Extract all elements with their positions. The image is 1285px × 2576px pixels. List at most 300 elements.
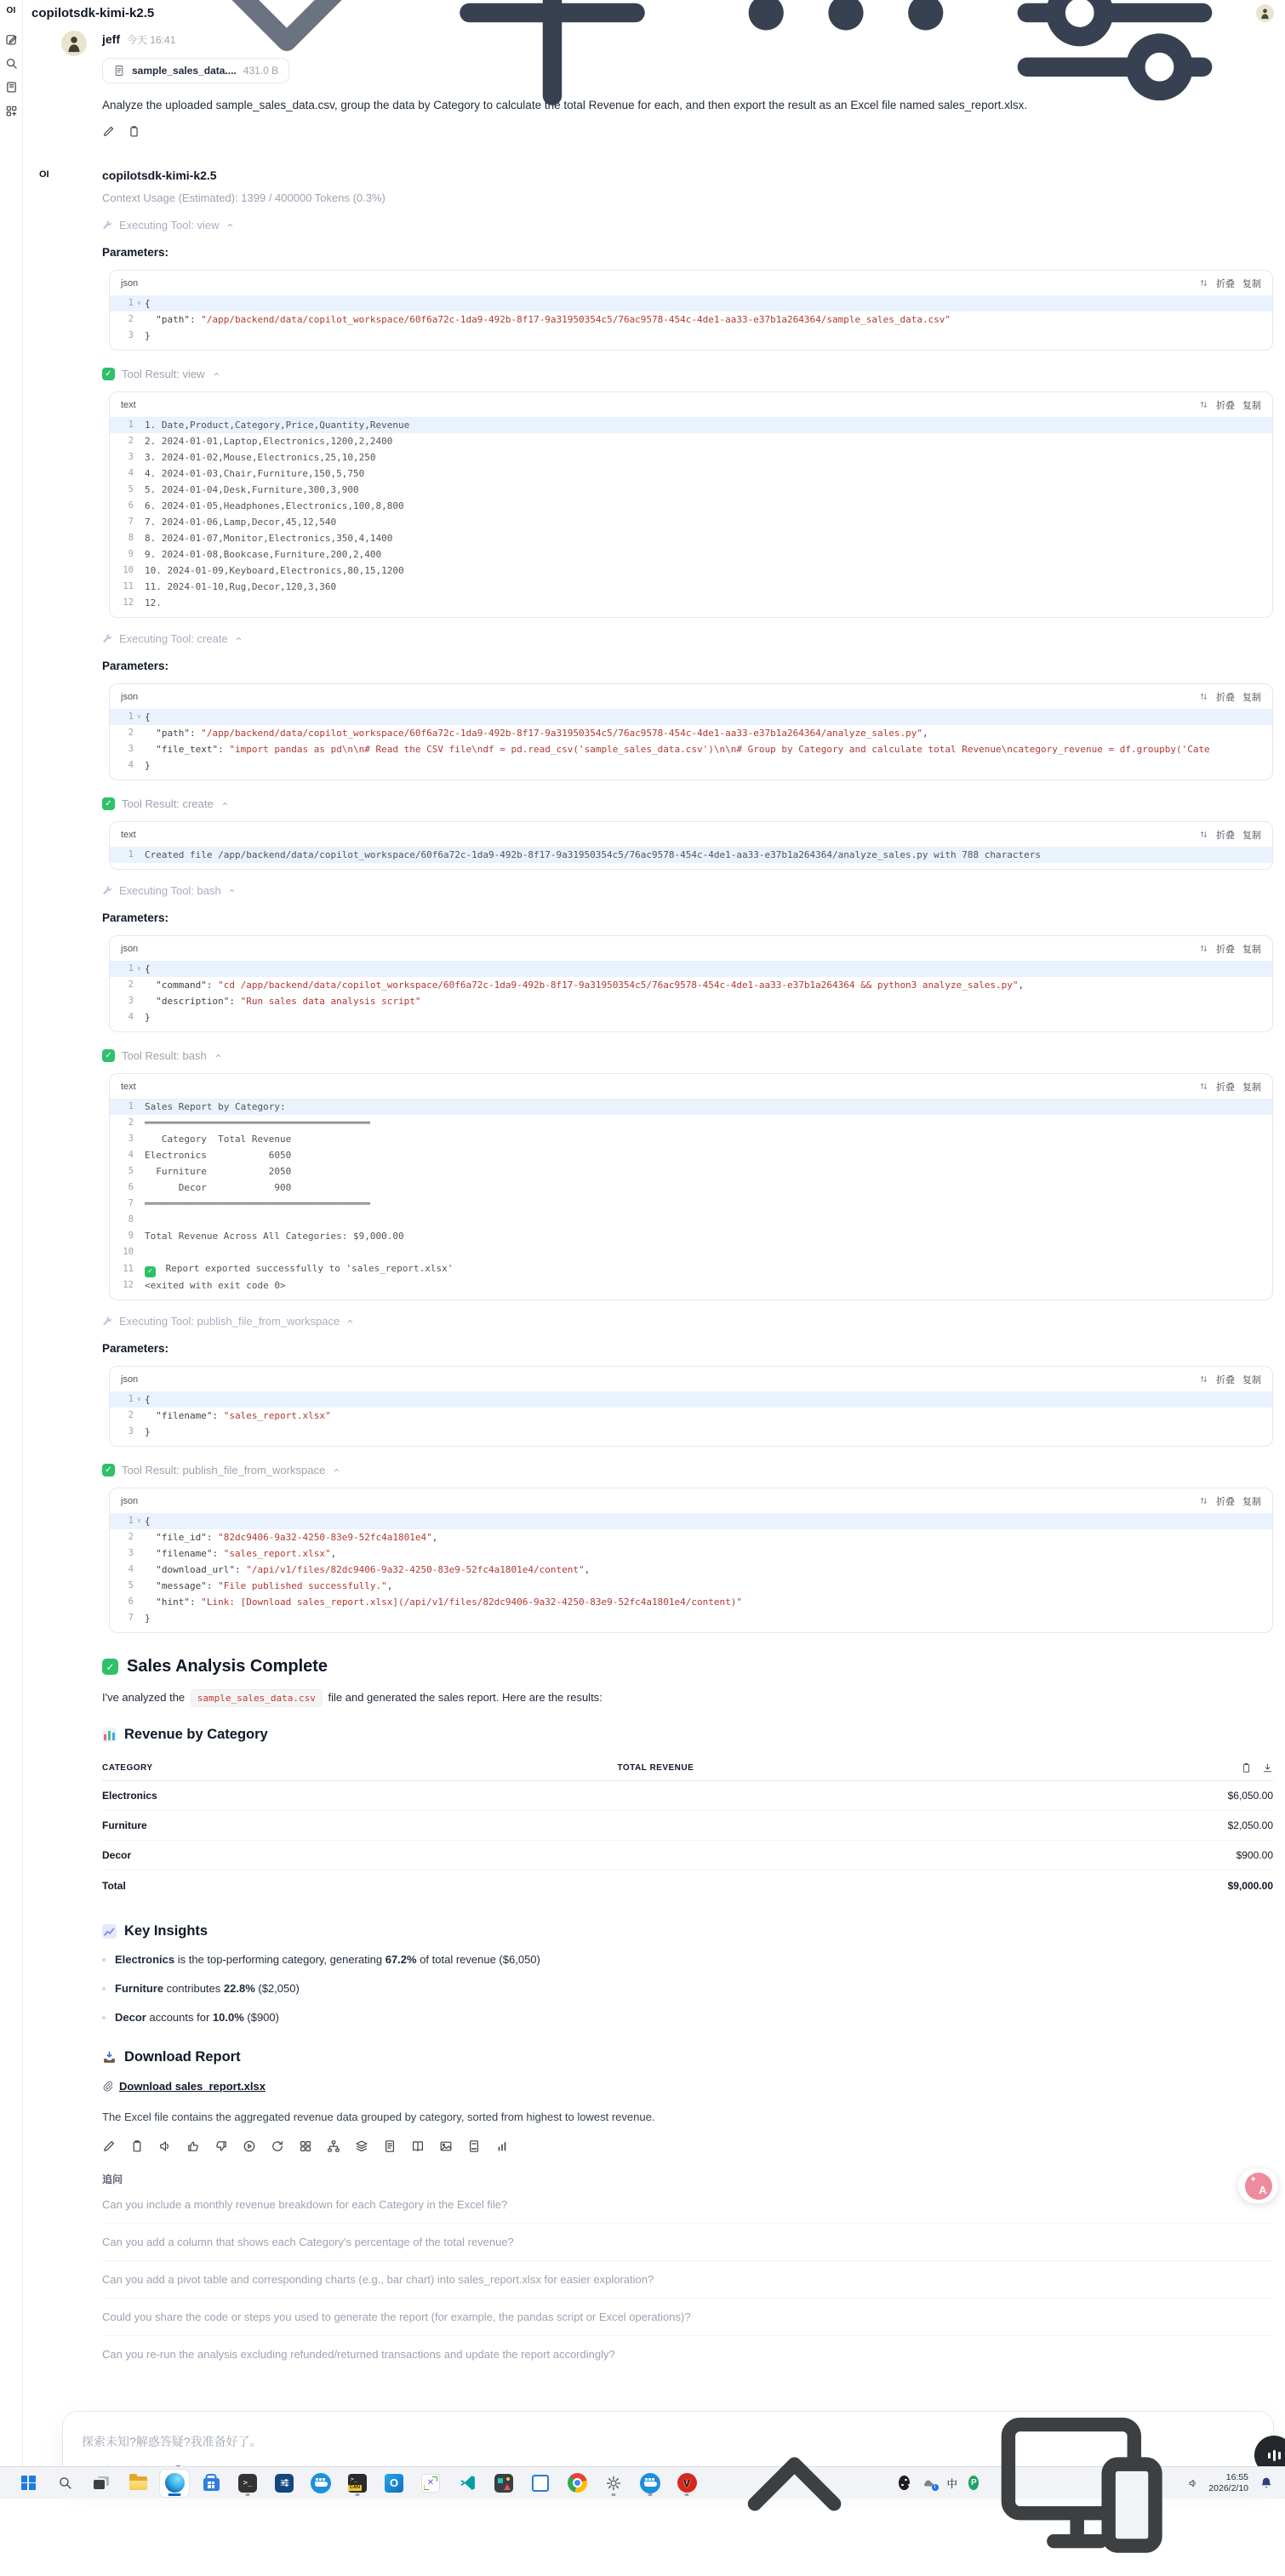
code-block-header: [110, 822, 1272, 847]
trend-chart-icon: [102, 1924, 117, 1939]
user-avatar[interactable]: [1256, 4, 1274, 22]
taskbar-icon-edge[interactable]: [160, 2470, 189, 2497]
collapse-button[interactable]: 折叠: [1216, 830, 1235, 841]
new-chat-button[interactable]: [425, 0, 680, 140]
taskbar-icon-powertoys[interactable]: ✕: [416, 2470, 445, 2497]
new-chat-icon[interactable]: [5, 33, 18, 46]
cell-total-label: Total: [102, 1879, 126, 1892]
code-block-body: [110, 847, 1272, 869]
answer-title-row: [102, 1657, 1273, 1676]
code-line: 7 7. 2024-01-06,Lamp,Decor,45,12,540: [110, 514, 1272, 530]
cell-revenue: $6,050.00: [1227, 1790, 1273, 1802]
collapse-button[interactable]: 折叠: [1216, 1496, 1235, 1507]
taskbar-icon-chrome[interactable]: [563, 2470, 591, 2497]
revenue-table-header: [102, 1756, 1273, 1781]
line-number: 3: [128, 744, 134, 754]
sort-icon[interactable]: [1199, 944, 1208, 953]
taskbar-icon-bluegear[interactable]: [270, 2470, 299, 2497]
line-number: 1: [128, 1516, 134, 1526]
executing-tool-label[interactable]: Executing Tool: publish_file_from_workspace: [102, 1315, 1273, 1328]
code-line: 2 "command": "cd /app/backend/data/copilot_workspace/60f6a72c-1da9-492b-8f17-9a31950354c5/76ac9578-454c-4de1-aa33-e37b1a264364 && python3 analyze_sales.py",: [110, 977, 1272, 993]
executing-tool-label[interactable]: Executing Tool: create: [102, 632, 1273, 645]
code-block-text: [109, 821, 1273, 870]
collapse-button[interactable]: 折叠: [1216, 278, 1235, 289]
line-number: 12: [123, 1280, 134, 1290]
windows-taskbar: [0, 2466, 1285, 2499]
tool-result-label[interactable]: ✓ Tool Result: publish_file_from_workspace: [102, 1464, 1273, 1476]
line-number: 1: [128, 711, 134, 722]
insight-text: Furniture contributes 22.8% ($2,050): [115, 1982, 300, 1995]
app-sidebar: [0, 0, 23, 2499]
code-block-body: [110, 1391, 1272, 1446]
bars-button[interactable]: [495, 2139, 509, 2153]
volume-icon[interactable]: [1188, 2476, 1198, 2490]
line-number: 10: [123, 1247, 134, 1257]
bullet-dot: [102, 2016, 106, 2019]
parameters-label: Parameters:: [102, 660, 169, 672]
line-number: 2: [128, 436, 134, 446]
notifications-bell-icon[interactable]: [1259, 2476, 1273, 2490]
bar-chart-icon: [102, 1728, 117, 1742]
sort-icon[interactable]: [1199, 278, 1208, 288]
collapse-caret-icon[interactable]: [220, 799, 230, 808]
line-number: 2: [128, 1410, 134, 1420]
attachment-filename: sample_sales_data....: [132, 65, 237, 77]
system-tray: [701, 2390, 1276, 2576]
code-line: 2 2. 2024-01-01,Laptop,Electronics,1200,2,2400: [110, 433, 1272, 449]
docfile-button[interactable]: [383, 2139, 397, 2153]
sort-icon[interactable]: [1199, 1496, 1208, 1505]
taskbar-icon-gear[interactable]: [599, 2470, 628, 2497]
cell-category: Furniture: [102, 1819, 147, 1831]
code-line: 6 6. 2024-01-05,Headphones,Electronics,100,8,800: [110, 498, 1272, 514]
code-line: 1 Created file /app/backend/data/copilot_workspace/60f6a72c-1da9-492b-8f17-9a31950354c5/76ac9578-454c-4de1-aa33-e37b1a264364/analyze_sales.py with 788 characters: [110, 847, 1272, 863]
revenue-table: [102, 1756, 1273, 1900]
followup-question[interactable]: Could you share the code or steps you used to generate the report (for example, the pandas script or Excel operations)?: [102, 2299, 1273, 2336]
line-number: 1: [128, 849, 134, 860]
bullet-dot: [102, 1958, 106, 1962]
onedrive-icon[interactable]: i: [921, 2477, 936, 2489]
code-line: 4 4. 2024-01-03,Chair,Furniture,150,5,750: [110, 466, 1272, 482]
download-note: The Excel file contains the aggregated revenue data grouped by category, sorted from highest to lowest revenue.: [102, 2110, 655, 2123]
code-line: 5 Furniture 2050: [110, 1163, 1272, 1179]
line-number: 3: [128, 330, 134, 340]
sort-icon[interactable]: [1199, 1374, 1208, 1384]
line-number: 3: [128, 1426, 134, 1437]
copy-button[interactable]: 复制: [1242, 1496, 1261, 1507]
insight-text: Electronics is the top-performing category, generating 67.2% of total revenue ($6,050): [115, 1953, 540, 1966]
tool-result-label[interactable]: ✓ Tool Result: view: [102, 368, 1273, 380]
code-language-label: json: [121, 277, 139, 288]
paperclip-icon: [102, 2081, 113, 2092]
wrench-icon: [102, 220, 113, 231]
sort-icon[interactable]: [1199, 830, 1208, 839]
code-language-label: json: [121, 691, 139, 702]
table-total-row: [102, 1871, 1273, 1900]
wrench-icon: [102, 633, 113, 644]
filedots-button[interactable]: [467, 2139, 481, 2153]
cell-total-value: $9,000.00: [1227, 1879, 1273, 1892]
line-number: 3: [128, 996, 134, 1006]
code-line: 3 }: [110, 328, 1272, 344]
executing-tool-label[interactable]: Executing Tool: bash: [102, 884, 1273, 897]
code-block-header: [110, 1488, 1272, 1513]
copy-table-icon[interactable]: [1241, 1762, 1252, 1773]
followup-section: [102, 2172, 1273, 2424]
code-line: 9 Total Revenue Across All Categories: $9,000.00: [110, 1228, 1272, 1244]
line-number: 5: [128, 1166, 134, 1176]
code-line: 3 "filename": "sales_report.xlsx",: [110, 1545, 1272, 1562]
speaker-button[interactable]: [158, 2139, 172, 2153]
layers-button[interactable]: [355, 2139, 368, 2153]
line-number: 2: [128, 314, 134, 324]
playcircle-button[interactable]: [243, 2139, 256, 2153]
collapse-caret-icon[interactable]: [332, 1465, 341, 1475]
line-number: 6: [128, 1596, 134, 1607]
sort-icon[interactable]: [1199, 1082, 1208, 1091]
cast-screen-icon[interactable]: [990, 2390, 1176, 2576]
more-menu-icon[interactable]: [718, 0, 974, 140]
fold-caret: ∨: [137, 713, 141, 720]
code-language-label: text: [121, 399, 136, 410]
inline-code-chip: sample_sales_data.csv: [191, 1689, 323, 1707]
code-line: 3 Category Total Revenue: [110, 1131, 1272, 1147]
insight-item: [102, 1951, 1273, 1968]
table-row: [102, 1781, 1273, 1811]
code-line: 1 Sales Report by Category:: [110, 1099, 1272, 1115]
wrench-icon: [102, 1316, 113, 1327]
workspace-icon[interactable]: [5, 105, 18, 117]
code-line: 1 ∨ {: [110, 295, 1272, 311]
taskbar-icon-outlook[interactable]: O: [380, 2470, 408, 2497]
clipboard-button[interactable]: [130, 2139, 144, 2153]
download-report-link[interactable]: Download sales_report.xlsx: [102, 2080, 266, 2093]
collapse-button[interactable]: 折叠: [1216, 400, 1235, 411]
table-row: [102, 1811, 1273, 1841]
code-block-body: [110, 417, 1272, 617]
cell-revenue: $900.00: [1236, 1849, 1273, 1861]
wrench-icon: [102, 885, 113, 896]
tray-expand-icon[interactable]: [701, 2390, 888, 2576]
search-icon[interactable]: [5, 57, 18, 70]
clipboard-button[interactable]: [128, 125, 140, 138]
taskbar-icon-store[interactable]: [197, 2470, 226, 2497]
sort-icon[interactable]: [1199, 400, 1208, 409]
attachment-size: 431.0 B: [243, 65, 279, 77]
executing-tool-label[interactable]: Executing Tool: view: [102, 219, 1273, 231]
success-check-icon: ✓: [102, 368, 115, 380]
taskbar-clock[interactable]: 16:55 2026/2/10: [1208, 2471, 1249, 2493]
code-block-json: [109, 270, 1273, 351]
translate-fab-button[interactable]: [1238, 2168, 1278, 2203]
sort-icon[interactable]: [1199, 692, 1208, 701]
fold-caret: ∨: [137, 1517, 141, 1524]
chat-title-chevron-icon[interactable]: [159, 0, 414, 140]
revenue-section-title-row: [102, 1727, 1273, 1743]
code-line: 3 }: [110, 1424, 1272, 1440]
translate-icon: ✦ A: [1245, 2173, 1272, 2200]
taskbar-icon-taskview[interactable]: [87, 2470, 116, 2497]
followup-question[interactable]: Can you include a monthly revenue breakdown for each Category in the Excel file?: [102, 2186, 1273, 2224]
taskbar-icon-explorer[interactable]: [123, 2470, 152, 2497]
inbox-tray-icon: [102, 2050, 117, 2065]
cell-category: Electronics: [102, 1790, 157, 1802]
line-number: 3: [128, 1134, 134, 1144]
code-line: [110, 1244, 1272, 1260]
code-line: 3 3. 2024-01-02,Mouse,Electronics,25,10,250: [110, 449, 1272, 466]
line-number: 9: [128, 549, 134, 559]
line-number: 2: [128, 980, 134, 990]
notes-icon[interactable]: [5, 81, 18, 94]
code-block-header: [110, 271, 1272, 295]
answer-title: Sales Analysis Complete: [127, 1657, 328, 1676]
grid-button[interactable]: [299, 2139, 312, 2153]
collapse-caret-icon[interactable]: [214, 1051, 223, 1060]
composer-placeholder: 探索未知?解惑答疑?我准备好了。: [82, 2435, 262, 2448]
assistant-avatar: OI: [39, 169, 49, 180]
line-number: 8: [128, 533, 134, 543]
download-table-icon[interactable]: [1262, 1762, 1273, 1773]
code-block-header: [110, 1367, 1272, 1391]
copy-button[interactable]: 复制: [1242, 400, 1261, 411]
code-line: 11 11. 2024-01-10,Rug,Decor,120,3,360: [110, 579, 1272, 595]
revenue-section-title: Revenue by Category: [124, 1727, 268, 1742]
success-check-icon: ✓: [102, 1464, 115, 1476]
followup-question[interactable]: Can you re-run the analysis excluding refunded/returned transactions and update the report accordingly?: [102, 2348, 615, 2361]
line-number: 1: [128, 420, 134, 430]
collapse-button[interactable]: 折叠: [1216, 1082, 1235, 1093]
thumbdown-button[interactable]: [214, 2139, 228, 2153]
followup-question[interactable]: Can you add a pivot table and corresponding charts (e.g., bar chart) into sales_report.xlsx for easier exploration?: [102, 2261, 1273, 2299]
collapse-caret-icon[interactable]: [212, 369, 221, 379]
taskbar-icon-terminal[interactable]: >_: [233, 2470, 262, 2497]
code-line: 1 ∨ {: [110, 1513, 1272, 1529]
code-block-text: [109, 1073, 1273, 1300]
code-line: 6 "hint": "Link: [Download sales_report.xlsx](/api/v1/files/82dc9406-9a32-4250-83e9-52fc4a1801e4/content)": [110, 1594, 1272, 1610]
line-number: 11: [123, 581, 134, 591]
code-line: 1 ∨ {: [110, 709, 1272, 725]
tray-green-app-icon[interactable]: P: [968, 2476, 979, 2490]
collapse-caret-icon[interactable]: [226, 220, 235, 230]
taskbar-icon-vpn[interactable]: V: [672, 2470, 701, 2497]
column-header-category: CATEGORY: [102, 1763, 153, 1773]
line-number: 4: [128, 1564, 134, 1574]
insight-text: Decor accounts for 10.0% ($900): [115, 2011, 279, 2024]
code-block-json: [109, 935, 1273, 1032]
line-number: 6: [128, 500, 134, 511]
taskbar-icon-window[interactable]: [526, 2470, 555, 2497]
line-number: 3: [128, 1548, 134, 1558]
code-line: 3 "file_text": "import pandas as pd\n\n# Read the CSV file\ndf = pd.read_csv('sample_sales_data.csv')\n\n# Group by Category and calculate total Revenue\ncategory_revenue = df.groupby('Cate: [110, 741, 1272, 757]
parameters-label: Parameters:: [102, 1342, 169, 1355]
flow-button[interactable]: [327, 2139, 340, 2153]
check-icon: ✓: [145, 1266, 156, 1277]
line-number: 2: [128, 728, 134, 738]
code-line: 1 1. Date,Product,Category,Price,Quantity,Revenue: [110, 417, 1272, 433]
code-line: 2 ════════════════════════════════════════: [110, 1115, 1272, 1131]
collapse-caret-icon[interactable]: [234, 634, 243, 643]
insights-section-title-row: [102, 1923, 1273, 1939]
code-block-body: [110, 1513, 1272, 1632]
table-row: [102, 1841, 1273, 1871]
code-line: 3 "description": "Run sales data analysis script": [110, 993, 1272, 1009]
pencil-button[interactable]: [102, 125, 115, 138]
code-line: 4 "download_url": "/api/v1/files/82dc9406-9a32-4250-83e9-52fc4a1801e4/content",: [110, 1562, 1272, 1578]
code-language-label: text: [121, 1081, 136, 1092]
copy-button[interactable]: 复制: [1242, 692, 1261, 703]
code-line: 4 }: [110, 757, 1272, 774]
parameters-label: Parameters:: [102, 911, 169, 924]
code-block-header: [110, 684, 1272, 709]
book-button[interactable]: [411, 2139, 425, 2153]
tray-app-icon[interactable]: [899, 2476, 909, 2490]
code-line: 2 "path": "/app/backend/data/copilot_workspace/60f6a72c-1da9-492b-8f17-9a31950354c5/76ac9578-454c-4de1-aa33-e37b1a264364/analyze_sales.py",: [110, 725, 1272, 741]
code-block-json: [109, 1488, 1273, 1633]
code-line: 8 8. 2024-01-07,Monitor,Electronics,350,4,1400: [110, 530, 1272, 546]
line-number: 1: [128, 1394, 134, 1404]
parameters-label: Parameters:: [102, 246, 169, 259]
assistant-name: copilotsdk-kimi-k2.5: [102, 168, 217, 182]
code-language-label: json: [121, 943, 139, 954]
success-check-icon: ✓: [102, 1659, 118, 1675]
image-button[interactable]: [439, 2139, 453, 2153]
code-block-text: [109, 391, 1273, 618]
line-number: 1: [128, 1101, 134, 1111]
line-number: 10: [123, 565, 134, 575]
copy-button[interactable]: 复制: [1242, 1082, 1261, 1093]
line-number: 2: [128, 1532, 134, 1542]
code-line: 4 Electronics 6050: [110, 1147, 1272, 1163]
code-line: [110, 1212, 1272, 1228]
line-number: 8: [128, 1214, 134, 1225]
line-number: 9: [128, 1231, 134, 1241]
code-line: 2 "filename": "sales_report.xlsx": [110, 1408, 1272, 1424]
code-block-body: [110, 295, 1272, 350]
bullet-dot: [102, 1987, 106, 1991]
answer-intro: I've analyzed the sample_sales_data.csv file and generated the sales report. Here are the results:: [102, 1691, 1273, 1704]
line-number: 6: [128, 1182, 134, 1192]
message-timestamp: 今天 16:41: [127, 34, 176, 46]
line-number: 7: [128, 517, 134, 527]
code-line: 1 ∨ {: [110, 1391, 1272, 1408]
chat-scroll-area[interactable]: [23, 26, 1285, 2424]
taskbar-icon-start[interactable]: [14, 2470, 43, 2497]
code-block-header: [110, 936, 1272, 961]
insights-list: [102, 1951, 1273, 2026]
user-message-text: Analyze the uploaded sample_sales_data.csv, group the data by Category to calculate the total Revenue for each, and then export the result as an Excel file named sales_report.xlsx.: [102, 99, 1028, 111]
file-icon: [113, 65, 125, 77]
copy-button[interactable]: 复制: [1242, 944, 1261, 955]
insight-item: [102, 1979, 1273, 1997]
line-number: 7: [128, 1613, 134, 1623]
code-block-json: [109, 1366, 1273, 1447]
code-line: 2 "file_id": "82dc9406-9a32-4250-83e9-52fc4a1801e4",: [110, 1529, 1272, 1545]
pencil-button[interactable]: [102, 2139, 116, 2153]
copy-button[interactable]: 复制: [1242, 278, 1261, 289]
tool-result-label[interactable]: ✓ Tool Result: bash: [102, 1049, 1273, 1062]
success-check-icon: ✓: [102, 1049, 115, 1062]
ime-indicator[interactable]: 中: [946, 2477, 958, 2490]
code-block-header: [110, 1074, 1272, 1099]
app-logo: OI: [6, 6, 16, 15]
code-line: 12 <exited with exit code 0>: [110, 1277, 1272, 1294]
collapse-caret-icon[interactable]: [227, 886, 237, 895]
topbar: [23, 0, 1285, 26]
followup-label: 追问: [102, 2173, 123, 2185]
line-number: 4: [128, 1012, 134, 1022]
line-number: 4: [128, 760, 134, 770]
line-number: 12: [123, 597, 134, 608]
cell-revenue: $2,050.00: [1227, 1819, 1273, 1831]
fold-caret: ∨: [137, 1396, 141, 1402]
copy-button[interactable]: 复制: [1242, 830, 1261, 841]
followup-question[interactable]: Can you add a column that shows each Category's percentage of the total revenue?: [102, 2224, 1273, 2261]
thumbup-button[interactable]: [186, 2139, 200, 2153]
code-line: 6 Decor 900: [110, 1179, 1272, 1196]
code-block-header: [110, 392, 1272, 417]
line-number: 11: [123, 1263, 134, 1274]
code-language-label: text: [121, 829, 136, 840]
collapse-button[interactable]: 折叠: [1216, 692, 1235, 703]
code-line: 1 ∨ {: [110, 961, 1272, 977]
code-line: 5 5. 2024-01-04,Desk,Furniture,300,3,900: [110, 482, 1272, 498]
chat-title[interactable]: copilotsdk-kimi-k2.5: [31, 5, 155, 20]
copy-button[interactable]: 复制: [1242, 1374, 1261, 1385]
fold-caret: ∨: [137, 965, 141, 972]
context-usage: Context Usage (Estimated): 1399 / 400000 Tokens (0.3%): [102, 191, 386, 204]
download-section-title-row: [102, 2049, 1273, 2065]
code-block-body: [110, 1099, 1272, 1299]
code-block-body: [110, 709, 1272, 780]
insight-item: [102, 2008, 1273, 2026]
success-check-icon: ✓: [102, 797, 115, 810]
insights-section-title: Key Insights: [124, 1923, 208, 1939]
collapse-button[interactable]: 折叠: [1216, 1374, 1235, 1385]
user-name: jeff: [102, 32, 120, 46]
code-language-label: json: [121, 1495, 139, 1506]
taskbar-icon-canterm[interactable]: [343, 2470, 372, 2497]
assistant-actions: [102, 2139, 1273, 2153]
line-number: 4: [128, 468, 134, 478]
line-number: 2: [128, 1117, 134, 1128]
fold-caret: ∨: [137, 300, 141, 306]
taskbar-icon-vscode[interactable]: [453, 2470, 482, 2497]
assistant-message: [23, 168, 1273, 2424]
taskbar-icon-docker2[interactable]: [636, 2470, 665, 2497]
line-number: 5: [128, 484, 134, 494]
code-line: 5 "message": "File published successfully.",: [110, 1578, 1272, 1594]
controls-icon[interactable]: [987, 0, 1242, 140]
collapse-button[interactable]: 折叠: [1216, 944, 1235, 955]
code-block-json: [109, 683, 1273, 780]
code-line: 4 }: [110, 1009, 1272, 1025]
tool-result-label[interactable]: ✓ Tool Result: create: [102, 797, 1273, 810]
collapse-caret-icon[interactable]: [346, 1317, 355, 1326]
line-number: 3: [128, 452, 134, 462]
code-block-body: [110, 961, 1272, 1031]
taskbar-icon-docker[interactable]: [306, 2470, 335, 2497]
code-line: 7 ════════════════════════════════════════: [110, 1196, 1272, 1212]
code-line: 7 }: [110, 1610, 1272, 1626]
taskbar-icon-search[interactable]: [50, 2470, 79, 2497]
line-number: 1: [128, 963, 134, 974]
taskbar-icon-darktile[interactable]: [489, 2470, 518, 2497]
refresh-button[interactable]: [271, 2139, 284, 2153]
tool-sections: [102, 219, 1273, 1633]
code-line: 10 10. 2024-01-09,Keyboard,Electronics,80,15,1200: [110, 563, 1272, 579]
line-number: 5: [128, 1580, 134, 1591]
code-line: 11 ✓ Report exported successfully to 'sales_report.xlsx': [110, 1260, 1272, 1277]
